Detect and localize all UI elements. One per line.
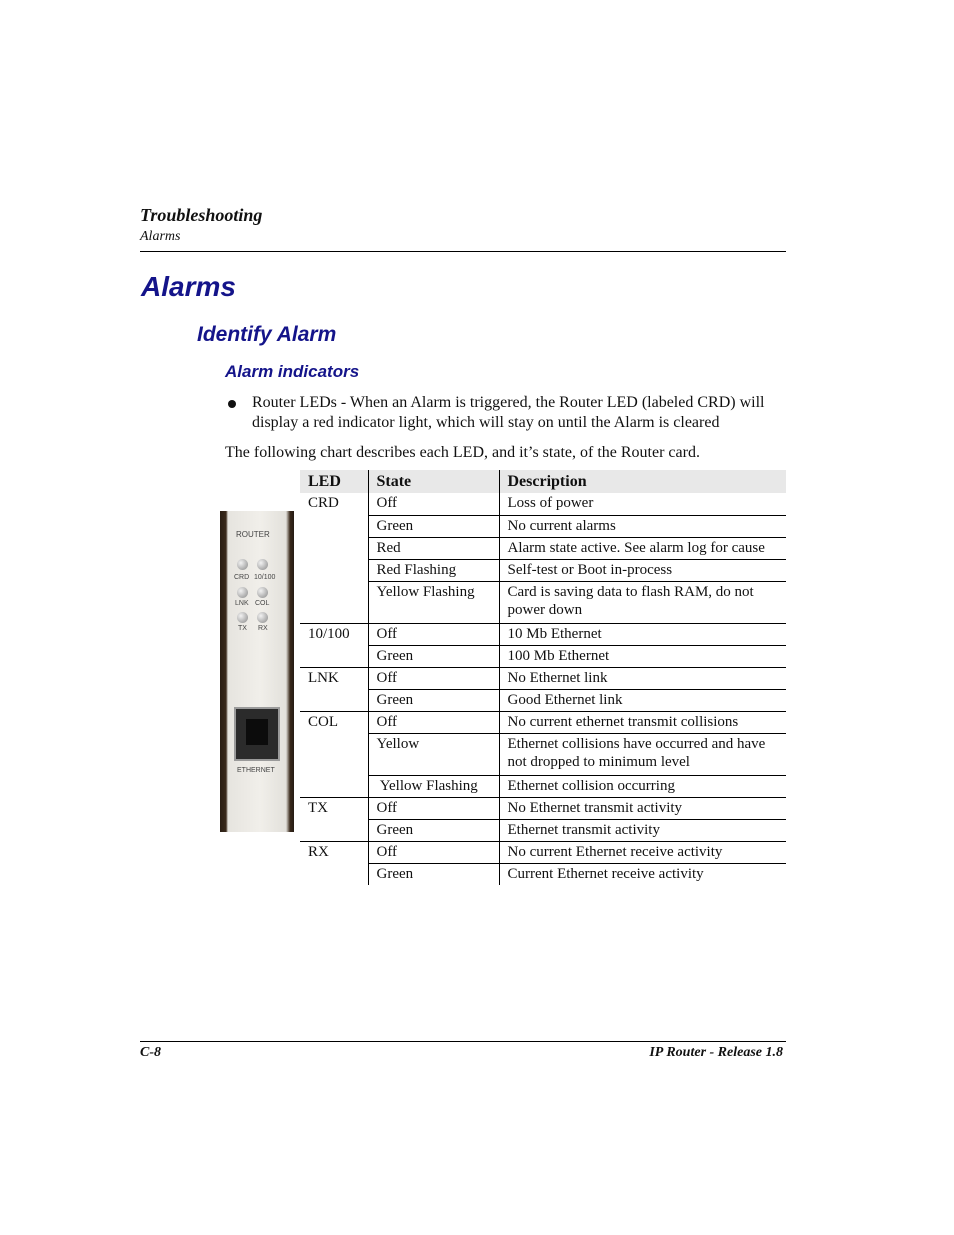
cell-state: Green [368,863,499,885]
table-row [300,667,786,689]
cell-description: Card is saving data to flash RAM, do not power down [499,581,786,623]
section-heading: Identify Alarm [197,323,337,346]
table-row [300,797,786,819]
table-row [300,515,786,537]
table-row [300,623,786,645]
cell-led [300,733,368,775]
cell-description: No current ethernet transmit collisions [499,711,786,733]
cell-led: LNK [308,669,339,686]
subsection-heading: Alarm indicators [225,362,360,381]
cell-led: TX [308,799,328,816]
header-rule [140,251,786,252]
cell-state: Green [368,515,499,537]
card-label-ethernet: ETHERNET [237,767,275,774]
cell-state: Off [368,667,499,689]
cell-led [300,581,368,623]
cell-state: Green [368,689,499,711]
cell-led [300,559,368,581]
cell-description: No Ethernet transmit activity [499,797,786,819]
tx-led-icon [237,612,248,623]
cell-state: Off [368,797,499,819]
table-row [300,645,786,667]
led-state-table [300,470,786,885]
card-label-rx: RX [258,625,268,632]
cell-description: No current alarms [499,515,786,537]
cell-led [300,689,368,711]
cell-description: No Ethernet link [499,667,786,689]
page-number: C-8 [140,1045,161,1060]
cell-state: Red Flashing [368,559,499,581]
cell-led [300,775,368,797]
bullet-text: Router LEDs - When an Alarm is triggered, the Router LED (labeled CRD) will display a red indicator light, which will stay on until the Alarm is cleared [252,394,765,431]
cell-state: Off [368,841,499,863]
cell-state: Green [368,645,499,667]
column-header-led: LED [300,470,368,493]
router-card-image [220,511,294,832]
table-row [300,711,786,733]
cell-state: Yellow Flashing [368,581,499,623]
cell-description: Good Ethernet link [499,689,786,711]
cell-description: Self-test or Boot in-process [499,559,786,581]
cell-description: Ethernet collisions have occurred and have not dropped to minimum level [499,733,786,775]
rx-led-icon [257,612,268,623]
cell-description: No current Ethernet receive activity [499,841,786,863]
cell-led [300,819,368,841]
column-header-state: State [368,470,499,493]
cell-state: Yellow Flashing [368,775,499,797]
table-row [300,819,786,841]
cell-led [300,537,368,559]
table-row [300,493,786,515]
cell-led [300,645,368,667]
footer-product: IP Router - Release 1.8 [649,1045,783,1060]
column-header-description: Description [499,470,786,493]
cell-led: RX [308,843,329,860]
table-row [300,733,786,775]
cell-state: Red [368,537,499,559]
card-label-speed: 10/100 [254,574,276,581]
cell-description: Current Ethernet receive activity [499,863,786,885]
cell-description: Loss of power [499,493,786,515]
cell-state: Yellow [368,733,499,775]
card-label-router: ROUTER [236,530,270,539]
ethernet-port-icon [234,707,280,761]
table-row [300,537,786,559]
cell-state: Off [368,493,499,515]
cell-led [300,515,368,537]
running-header-chapter: Troubleshooting [140,205,263,225]
cell-led: CRD [308,495,339,511]
card-label-col: COL [255,600,270,607]
card-label-tx: TX [238,625,247,632]
speed-led-icon [257,559,268,570]
table-row [300,689,786,711]
page-title: Alarms [141,271,236,302]
crd-led-icon [237,559,248,570]
cell-led: 10/100 [308,625,350,642]
cell-state: Off [368,623,499,645]
table-row [300,863,786,885]
cell-state: Off [368,711,499,733]
table-row [300,775,786,797]
lnk-led-icon [237,587,248,598]
card-label-crd: CRD [234,574,250,581]
table-row [300,559,786,581]
col-led-icon [257,587,268,598]
table-row [300,581,786,623]
running-header-section: Alarms [140,229,181,244]
cell-description: 10 Mb Ethernet [499,623,786,645]
cell-state: Green [368,819,499,841]
footer-rule [140,1041,786,1042]
cell-description: 100 Mb Ethernet [499,645,786,667]
cell-description: Ethernet transmit activity [499,819,786,841]
cell-description: Alarm state active. See alarm log for cause [499,537,786,559]
intro-paragraph: The following chart describes each LED, and it’s state, of the Router card. [225,444,700,461]
cell-led [300,863,368,885]
card-label-lnk: LNK [235,600,249,607]
cell-led: COL [308,713,338,730]
table-row [300,841,786,863]
cell-description: Ethernet collision occurring [499,775,786,797]
bullet-icon [227,396,239,408]
table-header-row [300,470,786,493]
